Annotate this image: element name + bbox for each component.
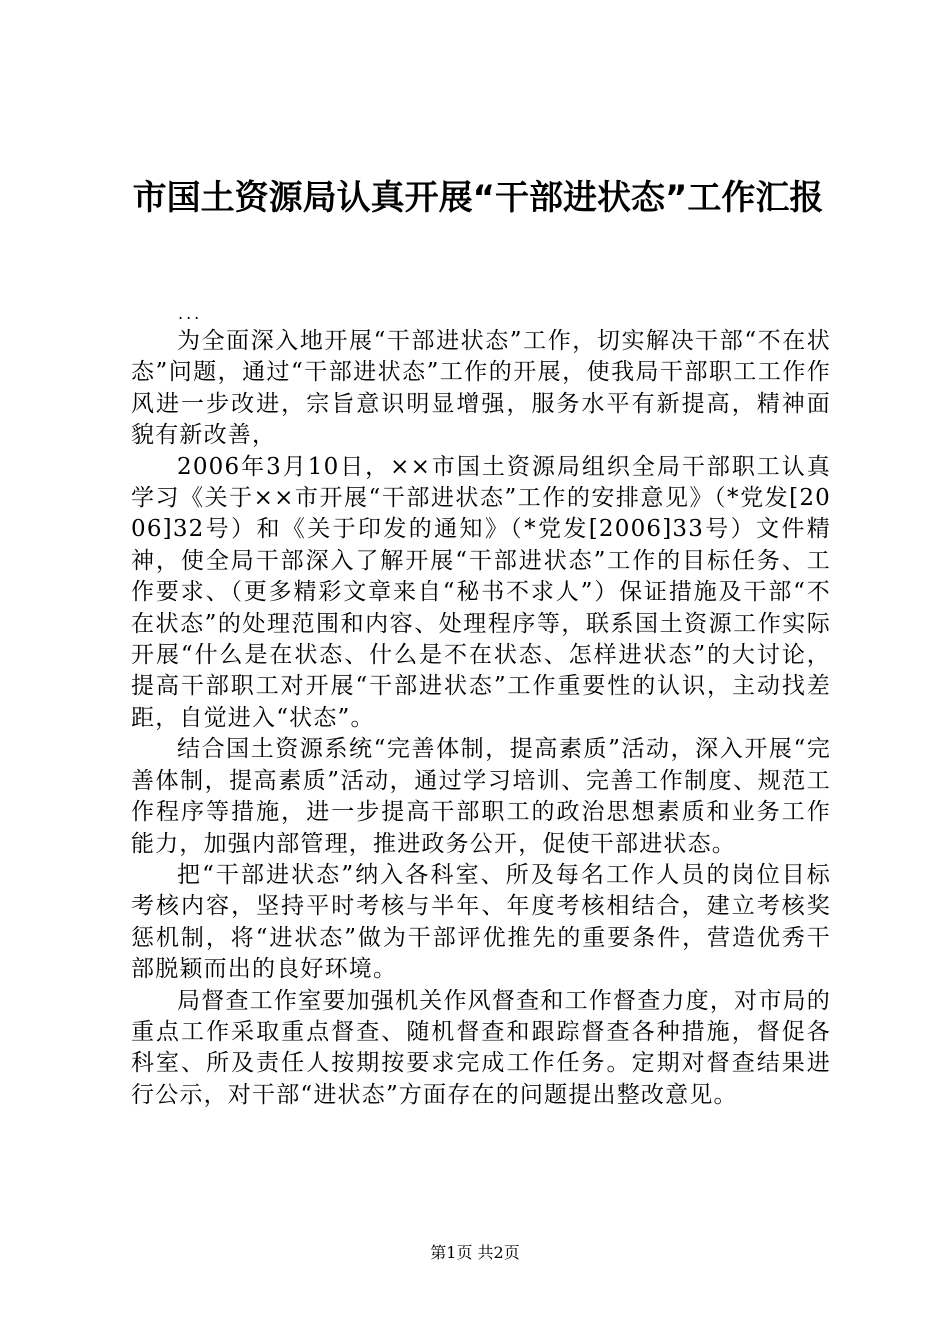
ellipsis-marker: ... — [178, 304, 203, 323]
paragraph-activity: 结合国土资源系统“完善体制，提高素质”活动，深入开展“完善体制，提高素质”活动，通过学习培训、完善工作制度、规范工作程序等措施，进一步提高干部职工的政治思想素质和业务工作能力，加强内部管理，推进政务公开，促使干部进状态。 — [131, 736, 831, 857]
document-title: 市国土资源局认真开展“干部进状态”工作汇报 — [132, 178, 824, 218]
paragraph-supervision: 局督查工作室要加强机关作风督查和工作督查力度，对市局的重点工作采取重点督查、随机督查和跟踪督查各种措施，督促各科室、所及责任人按期按要求完成工作任务。定期对督查结果进行公示，对干部“进状态”方面存在的问题提出整改意见。 — [131, 987, 831, 1108]
document-body — [131, 326, 831, 1111]
paragraph-assessment: 把“干部进状态”纳入各科室、所及每名工作人员的岗位目标考核内容，坚持平时考核与半年、年度考核相结合，建立考核奖惩机制，将“进状态”做为干部评优推先的重要条件，营造优秀干部脱颖而出的良好环境。 — [131, 861, 831, 983]
paragraph-study: 2006年3月10日，××市国土资源局组织全局干部职工认真学习《关于××市开展“干部进状态”工作的安排意见》（*党发[2006]32号）和《关于印发的通知》（*党发[2006]33号）文件精神，使全局干部深入了解开展“干部进状态”工作的目标任务、工作要求、（更多精彩文章来自“秘书不求人”）保证措施及干部“不在状态”的处理范围和内容、处理程序等，联系国土资源工作实际开展“什么是在状态、什么是不在状态、怎样进状态”的大讨论，提高干部职工对开展“干部进状态”工作重要性的认识，主动找差距，自觉进入“状态”。 — [131, 453, 831, 731]
page-number-footer: 第1页 共2页 — [430, 1243, 520, 1262]
paragraph-intro: 为全面深入地开展“干部进状态”工作，切实解决干部“不在状态”问题，通过“干部进状态”工作的开展，使我局干部职工工作作风进一步改进，宗旨意识明显增强，服务水平有新提高，精神面貌有新改善， — [131, 328, 831, 449]
